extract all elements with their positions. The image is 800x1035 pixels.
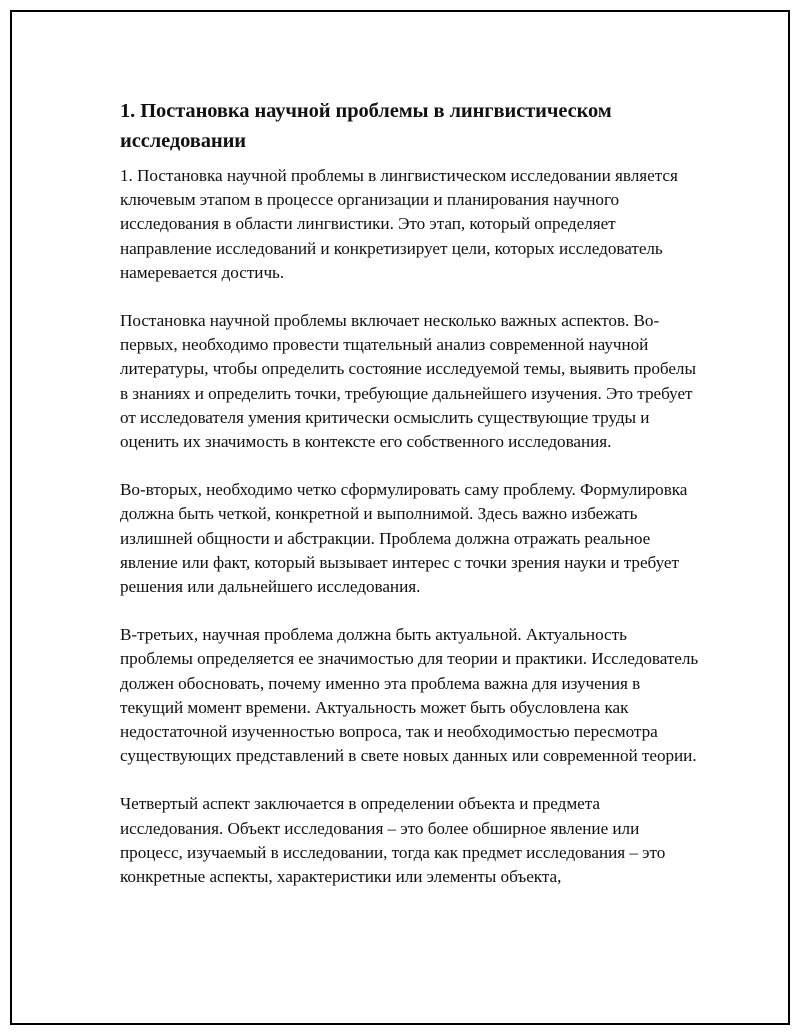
paragraph-2: Постановка научной проблемы включает несколько важных аспектов. Во-первых, необходимо провести тщательный анализ современной научной литературы, чтобы определить состояние исследуемой темы, выявить пробелы в знаниях и определить точки, требующие дальнейшего изучения. Это требует от исследователя умения критически осмыслить существующие труды и оценить их значимость в контексте его собственного исследования. bbox=[120, 311, 696, 452]
paragraph-4: В-третьих, научная проблема должна быть актуальной. Актуальность проблемы определяется ее значимостью для теории и практики. Исследователь должен обосновать, почему именно эта проблема важна для изучения в текущий момент времени. Актуальность может быть обусловлена как недостаточной изученностью вопроса, так и необходимостью пересмотра существующих представлений в свете новых данных или современной теории. bbox=[120, 625, 699, 766]
paragraph-3: Во-вторых, необходимо четко сформулировать саму проблему. Формулировка должна быть четкой, конкретной и выполнимой. Здесь важно избежать излишней общности и абстракции. Проблема должна отражать реальное явление или факт, который вызывает интерес с точки зрения науки и требует решения или дальнейшего исследования. bbox=[120, 480, 688, 597]
section-heading: 1. Постановка научной проблемы в лингвистическом исследовании bbox=[120, 100, 612, 152]
document-body bbox=[120, 96, 700, 889]
document-page bbox=[10, 10, 790, 1025]
paragraph-1: 1. Постановка научной проблемы в лингвистическом исследовании является ключевым этапом в процессе организации и планирования научного исследования в области лингвистики. Это этап, который определяет направление исследований и конкретизирует цели, которых исследователь намеревается достичь. bbox=[120, 166, 678, 282]
paragraph-5: Четвертый аспект заключается в определении объекта и предмета исследования. Объект исследования – это более обширное явление или процесс, изучаемый в исследовании, тогда как предмет исследования – это конкретные аспекты, характеристики или элементы объекта, bbox=[120, 794, 666, 887]
